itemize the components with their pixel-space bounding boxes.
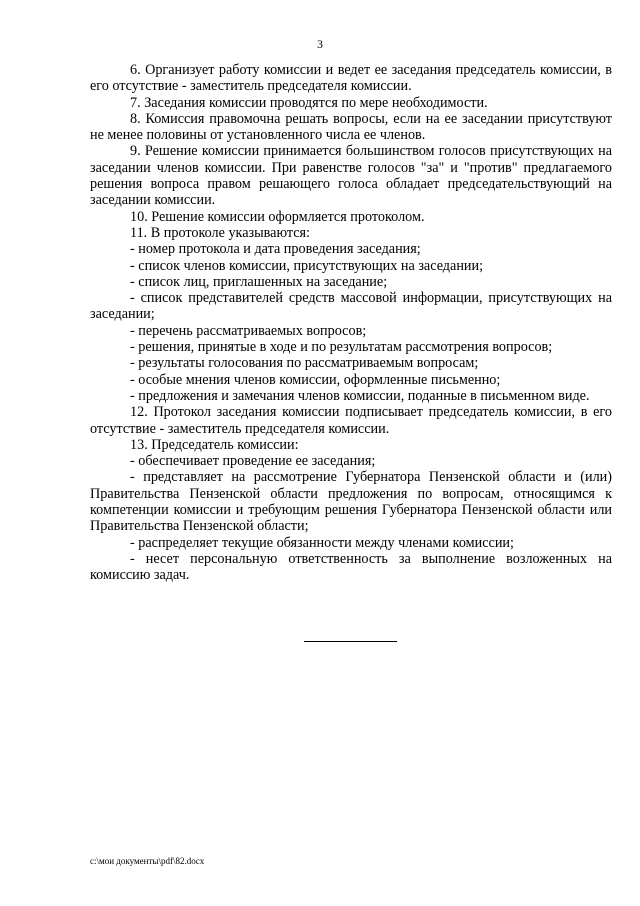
paragraph-12: 12. Протокол заседания комиссии подписывает председатель комиссии, в его отсутствие - заместитель председателя комиссии. — [90, 404, 612, 437]
page-number: 3 — [317, 37, 323, 51]
list-item: - решения, принятые в ходе и по результатам рассмотрения вопросов; — [130, 339, 553, 356]
paragraph-8: 8. Комиссия правомочна решать вопросы, если на ее заседании присутствуют не менее половины от установленного числа ее членов. — [90, 110, 612, 144]
paragraph-7: 7. Заседания комиссии проводятся по мере необходимости. — [130, 94, 488, 111]
list-item: - список лиц, приглашенных на заседание; — [130, 273, 388, 290]
footer-file-path: c:\мои документы\pdf\82.docx — [90, 856, 205, 866]
paragraph-6: 6. Организует работу комиссии и ведет ее заседания председатель комиссии, в его отсутствие - заместитель председателя комиссии. — [90, 62, 612, 95]
list-item: - номер протокола и дата проведения заседания; — [130, 241, 421, 258]
paragraph-11: 11. В протоколе указываются: — [130, 224, 311, 241]
list-item: - обеспечивает проведение ее заседания; — [130, 453, 376, 470]
list-item: - список представителей средств массовой информации, присутствующих на заседании; — [90, 290, 612, 323]
list-item: - список членов комиссии, присутствующих на заседании; — [130, 257, 484, 274]
list-item: - распределяет текущие обязанности между членами комиссии; — [130, 534, 514, 551]
list-item: - несет персональную ответственность за выполнение возложенных на комиссию задач. — [90, 550, 612, 584]
list-item: - предложения и замечания членов комиссии, поданные в письменном виде. — [130, 387, 590, 404]
list-item: - перечень рассматриваемых вопросов; — [130, 322, 367, 339]
list-item: - представляет на рассмотрение Губернатора Пензенской области и (или) Правительства Пензенской области предложения по вопросам, относящимся к компетенции комиссии и требующим решения Губернатора Пензенской области или Правительства Пензенской области; — [90, 469, 612, 535]
paragraph-9: 9. Решение комиссии принимается большинством голосов присутствующих на заседании членов комиссии. При равенстве голосов "за" и "против" предлагаемого решения вопроса правом решающего голоса обладает председательствующий на заседании комиссии. — [90, 143, 612, 209]
list-item: - особые мнения членов комиссии, оформленные письменно; — [130, 371, 501, 388]
end-divider — [304, 641, 397, 642]
list-item: - результаты голосования по рассматриваемым вопросам; — [130, 355, 479, 372]
body-text — [90, 62, 612, 584]
paragraph-10: 10. Решение комиссии оформляется протоколом. — [130, 208, 425, 225]
paragraph-13: 13. Председатель комиссии: — [130, 436, 299, 453]
